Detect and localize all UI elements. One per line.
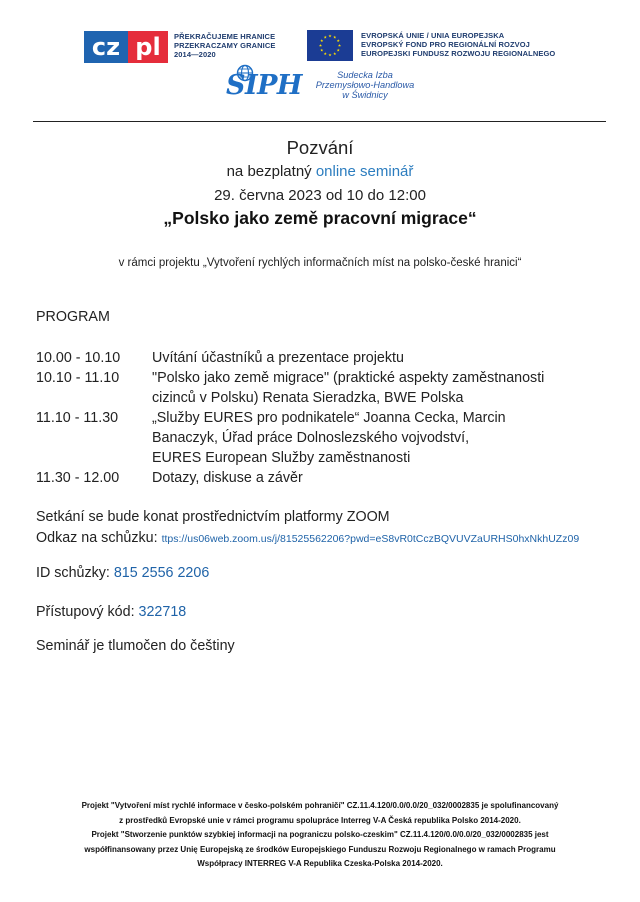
interpreting-note: Seminář je tlumočen do češtiny <box>36 638 235 654</box>
globe-icon <box>236 64 254 82</box>
meeting-id-line <box>36 565 209 581</box>
schedule-description: Uvítání účastníků a prezentace projektu <box>152 350 404 366</box>
footer-line: z prostředků Evropské unie v rámci programu spolupráce Interreg V-A Česká republika Polsko 2014-2020. <box>119 815 521 825</box>
schedule-time: 10.10 - 11.10 <box>36 370 120 386</box>
passcode-value[interactable]: 322718 <box>138 604 187 620</box>
program-heading: PROGRAM <box>36 309 110 325</box>
schedule-description: "Polsko jako země migrace" (praktické aspekty zaměstnanosti <box>152 370 545 386</box>
schedule-description: EURES European Služby zaměstnanosti <box>152 450 411 466</box>
footer-line: Współpracy INTERREG V-A Republika Czeska-Polska 2014-2020. <box>197 859 443 868</box>
schedule-description: „Služby EURES pro podnikatele“ Joanna Cecka, Marcin <box>152 410 506 426</box>
siph-text-line: Przemysłowo-Handlowa <box>315 80 415 90</box>
platform-text: Setkání se bude konat prostřednictvím platformy ZOOM <box>36 509 390 525</box>
czpl-text-line: PŘEKRAČUJEME HRANICE <box>174 32 276 41</box>
meeting-link-line <box>36 530 579 546</box>
schedule-time: 11.30 - 12.00 <box>36 470 120 486</box>
passcode-line <box>36 604 186 620</box>
eu-text-line: EUROPEJSKI FUNDUSZ ROZWOJU REGIONALNEGO <box>361 49 556 58</box>
eu-text-line: EVROPSKÝ FOND PRO REGIONÁLNÍ ROZVOJ <box>361 40 530 49</box>
schedule-time: 10.00 - 10.10 <box>36 350 121 366</box>
siph-logo-word: SIPH <box>226 70 302 101</box>
project-subtitle: v rámci projektu „Vytvoření rychlých informačních míst na polsko-české hranici“ <box>118 257 522 269</box>
schedule-description: Dotazy, diskuse a závěr <box>152 470 303 486</box>
siph-text-line: w Świdnicy <box>342 90 388 100</box>
schedule-description: cizinců v Polsku) Renata Sieradzka, BWE Polska <box>152 390 464 406</box>
passcode-label: Přístupový kód: <box>36 604 139 620</box>
seminar-type <box>0 163 640 180</box>
czpl-logo-text <box>174 32 275 59</box>
czpl-logo-pl: pl <box>128 31 168 63</box>
meeting-id-value[interactable]: 815 2556 2206 <box>113 565 210 581</box>
czpl-text-line: PRZEKRACZAMY GRANICE <box>174 41 276 50</box>
seminar-date: 29. června 2023 od 10 do 12:00 <box>214 187 426 204</box>
invitation-title: Pozvání <box>286 137 354 158</box>
meeting-link-label: Odkaz na schůzku: <box>36 530 162 546</box>
siph-text-line: Sudecka Izba <box>337 70 393 80</box>
eu-text-line: EVROPSKÁ UNIE / UNIA EUROPEJSKA <box>361 31 505 40</box>
funding-footer <box>0 799 640 872</box>
meeting-link[interactable]: ttps://us06web.zoom.us/j/81525562206?pwd=eS8vR0tCczBQVUVZaURHS0hxNkhUZz09 <box>161 533 580 545</box>
footer-line: Projekt "Vytvoření míst rychlé informace v česko-polském pohraničí" CZ.11.4.120/0.0/0.0/20_032/0002835 je spolufinancovaný <box>81 801 559 810</box>
header-divider <box>33 121 606 122</box>
schedule-description: Banaczyk, Úřad práce Dolnoslezského vojvodství, <box>152 430 470 446</box>
siph-logo-text <box>310 70 420 100</box>
seminar-headline: „Polsko jako země pracovní migrace“ <box>163 208 477 228</box>
czpl-logo-cz: cz <box>84 31 128 63</box>
seminar-type-accent: online seminář <box>315 163 414 180</box>
meeting-id-label: ID schůzky: <box>36 565 114 581</box>
footer-line: współfinansowany przez Unię Europejską ze środków Europejskiego Funduszu Rozwoju Regionalnego w ramach Programu <box>84 844 556 854</box>
eu-logo-text <box>361 31 555 58</box>
seminar-type-prefix: na bezplatný <box>226 163 316 180</box>
footer-line: Projekt "Stworzenie punktów szybkiej informacji na pograniczu polsko-czeskim" CZ.11.4.120/0.0/0.0/20_032/0002835 jest <box>91 830 549 839</box>
czpl-logo <box>84 31 168 63</box>
eu-flag-icon <box>307 30 353 61</box>
schedule-time: 11.10 - 11.30 <box>36 410 119 426</box>
czpl-text-line: 2014—2020 <box>174 50 216 59</box>
